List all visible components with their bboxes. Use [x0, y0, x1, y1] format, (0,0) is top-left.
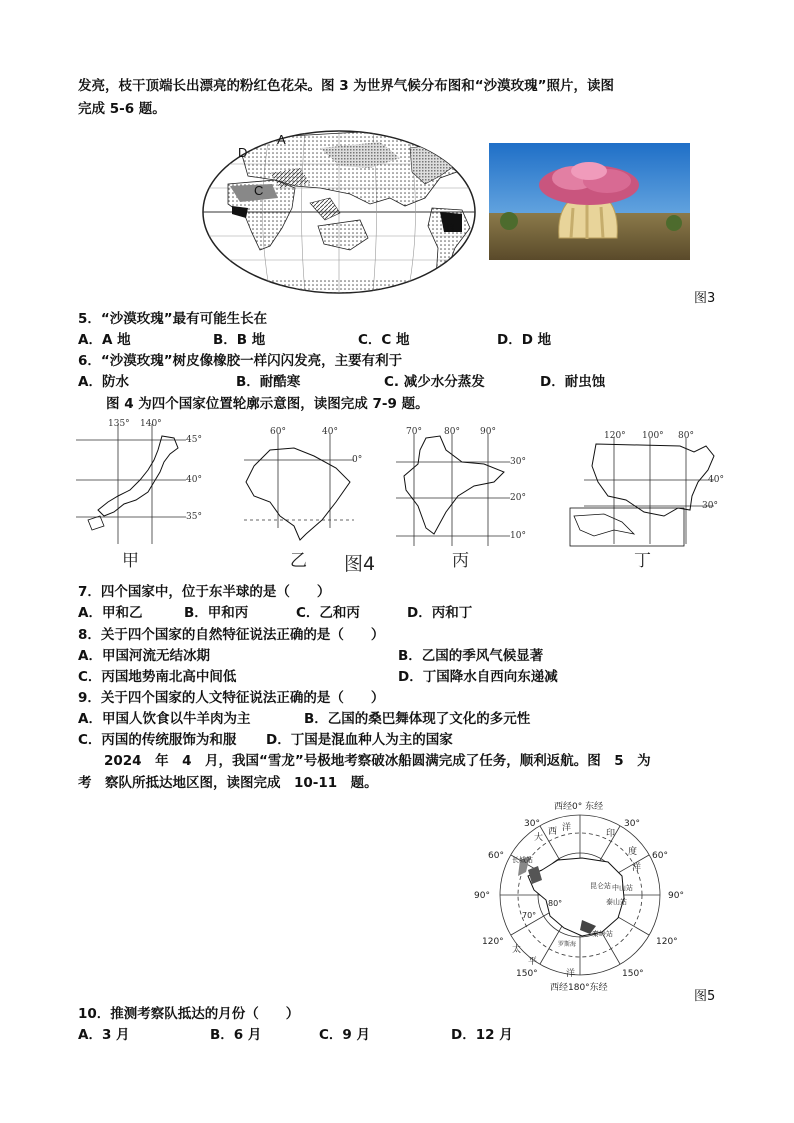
ocean-char-5: 度 — [628, 847, 638, 857]
intro3-line-1: 2024 年 4 月，我国“雪龙”号极地考察破冰船圆满完成了任务，顺利返航。图 5 为 — [104, 753, 651, 769]
ocean-char-3: 洋 — [562, 823, 572, 833]
q8-stem: 8．关于四个国家的自然特征说法正确的是（ ） — [78, 627, 385, 643]
ring-label-90w: 90° — [474, 891, 490, 901]
q5-option-b: B．B 地 — [213, 332, 266, 348]
ding-lat-30: 30° — [702, 501, 718, 511]
ring-label-120w: 120° — [482, 937, 504, 947]
bing-lat-30: 30° — [510, 457, 526, 467]
ring-label-150e: 150° — [622, 969, 644, 979]
map-label-b: B — [446, 220, 455, 235]
yi-lon-60: 60° — [270, 427, 286, 437]
figure5-caption: 图5 — [694, 989, 716, 1004]
ocean-char-7: 太 — [512, 945, 522, 955]
q6-option-c: C. 减少水分蒸发 — [384, 374, 485, 390]
inner-label-70: 70° — [522, 911, 537, 920]
yi-lat-0: 0° — [352, 455, 363, 465]
ring-label-30w: 30° — [524, 819, 540, 829]
bing-lon-90: 90° — [480, 427, 496, 437]
intro3-line-2: 考 察队所抵达地区图，读图完成 10-11 题。 — [78, 775, 378, 791]
polar-bottom-label: 西经180°东经 — [550, 983, 608, 993]
jia-lat-35: 35° — [186, 512, 202, 522]
label-ding: 丁 — [634, 551, 651, 571]
intro-line-2: 完成 5-6 题。 — [78, 101, 166, 117]
q10-stem: 10．推测考察队抵达的月份（ ） — [78, 1006, 300, 1022]
q10-option-a: A．3 月 — [78, 1027, 130, 1043]
map-label-d: D — [238, 145, 248, 160]
q10-option-b: B．6 月 — [210, 1027, 262, 1043]
ding-lon-100: 100° — [642, 431, 664, 441]
ocean-char-9: 洋 — [566, 969, 576, 979]
figure4-country-outlines — [74, 416, 724, 576]
q6-option-d: D．耐虫蚀 — [540, 374, 606, 390]
station-qinling: 秦岭站 — [592, 930, 613, 938]
ross-sea-label: 罗斯海 — [558, 941, 577, 948]
label-yi: 乙 — [290, 551, 307, 571]
q6-option-b: B．耐酷寒 — [236, 374, 301, 390]
ring-label-120e: 120° — [656, 937, 678, 947]
intro-figure4: 图 4 为四个国家位置轮廓示意图，读图完成 7-9 题。 — [106, 396, 429, 412]
label-jia: 甲 — [122, 551, 139, 571]
jia-lat-40: 40° — [186, 475, 202, 485]
q7-stem: 7．四个国家中，位于东半球的是（ ） — [78, 584, 331, 600]
q6-option-a: A．防水 — [78, 374, 129, 390]
inner-label-80: 80° — [548, 899, 563, 908]
figure4-caption: 图4 — [344, 553, 376, 575]
ocean-char-1: 大 — [534, 833, 544, 843]
jia-lon-140: 140° — [140, 419, 162, 429]
yi-lon-40: 40° — [322, 427, 338, 437]
bing-lon-70: 70° — [406, 427, 422, 437]
desert-rose-photo — [489, 143, 690, 260]
label-bing: 丙 — [452, 551, 469, 571]
figure3-caption: 图3 — [694, 291, 716, 306]
q7-option-b: B．甲和丙 — [184, 605, 249, 621]
station-kunlun: 昆仑站 — [590, 882, 611, 890]
ring-label-60w: 60° — [488, 851, 504, 861]
antarctica-polar-map — [472, 800, 694, 994]
q5-option-d: D．D 地 — [497, 332, 552, 348]
map-label-a: A — [277, 132, 286, 147]
q9-option-c: C．丙国的传统服饰为和服 — [78, 732, 237, 748]
q6-stem: 6．“沙漠玫瑰”树皮像橡胶一样闪闪发亮，主要有利于 — [78, 353, 403, 369]
map-label-c: C — [254, 183, 264, 198]
station-zhongshan: 中山站 — [612, 884, 633, 892]
ocean-char-8: 平 — [528, 957, 538, 967]
q8-option-a: A．甲国河流无结冰期 — [78, 648, 210, 664]
station-changcheng: 长城站 — [512, 856, 533, 864]
polar-top-label: 西经0° 东经 — [554, 802, 604, 812]
ocean-char-2: 西 — [548, 827, 558, 837]
ding-lon-120: 120° — [604, 431, 626, 441]
q5-option-a: A．A 地 — [78, 332, 131, 348]
intro-line-1: 发亮，枝干顶端长出漂亮的粉红色花朵。图 3 为世界气候分布图和“沙漠玫瑰”照片，读图 — [78, 78, 615, 94]
jia-lon-135: 135° — [108, 419, 130, 429]
ring-label-30e: 30° — [624, 819, 640, 829]
ding-lon-80: 80° — [678, 431, 694, 441]
q7-option-c: C．乙和丙 — [296, 605, 360, 621]
q10-option-d: D．12 月 — [451, 1027, 513, 1043]
q9-option-b: B．乙国的桑巴舞体现了文化的多元性 — [304, 711, 531, 727]
station-taishan: 泰山站 — [606, 898, 627, 906]
bing-lon-80: 80° — [444, 427, 460, 437]
q10-option-c: C．9 月 — [319, 1027, 371, 1043]
world-climate-map — [200, 128, 478, 296]
q7-option-a: A．甲和乙 — [78, 605, 143, 621]
q7-option-d: D．丙和丁 — [407, 605, 473, 621]
q9-option-a: A．甲国人饮食以牛羊肉为主 — [78, 711, 251, 727]
q8-option-c: C．丙国地势南北高中间低 — [78, 669, 237, 685]
ding-lat-40: 40° — [708, 475, 724, 485]
jia-lat-45: 45° — [186, 435, 202, 445]
bing-lat-10: 10° — [510, 531, 526, 541]
q5-stem: 5．“沙漠玫瑰”最有可能生长在 — [78, 311, 268, 327]
ring-label-90e: 90° — [668, 891, 684, 901]
ring-label-60e: 60° — [652, 851, 668, 861]
ocean-char-4: 印 — [606, 829, 616, 839]
bing-lat-20: 20° — [510, 493, 526, 503]
q8-option-b: B．乙国的季风气候显著 — [398, 648, 544, 664]
ocean-char-6: 洋 — [632, 863, 642, 873]
q8-option-d: D．丁国降水自西向东递减 — [398, 669, 558, 685]
q9-option-d: D．丁国是混血种人为主的国家 — [266, 732, 453, 748]
ring-label-150w: 150° — [516, 969, 538, 979]
q9-stem: 9．关于四个国家的人文特征说法正确的是（ ） — [78, 690, 385, 706]
q5-option-c: C．C 地 — [358, 332, 410, 348]
